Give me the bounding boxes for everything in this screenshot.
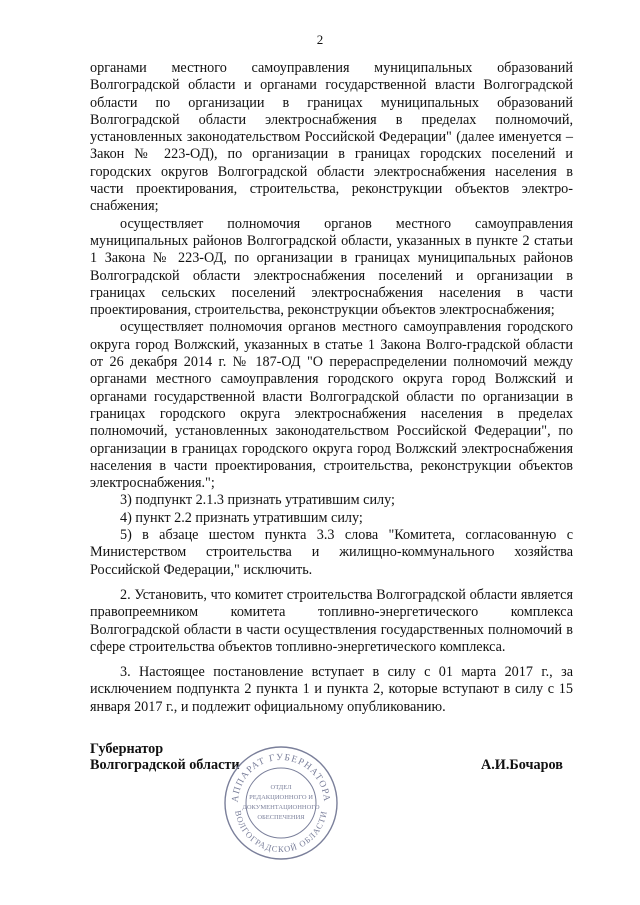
paragraph-7: 2. Установить, что комитет строительства Волгоградской области является правопреемником комитета топливно-энергетического комплекса Волгоградской области в части осуществления государственных полномочий в сфере строительства объектов топливно-энергетического комплекса.: [90, 586, 573, 655]
paragraph-6: 5) в абзаце шестом пункта 3.3 слова "Комитета, согласованную с Министерством строительства и жилищно-коммунального хозяйства Российской Федерации," исключить.: [90, 527, 573, 578]
stamp-center-line3: ДОКУМЕНТАЦИОННОГО: [242, 804, 320, 811]
signature-title: [90, 741, 240, 773]
page-number: 2: [316, 32, 324, 47]
paragraph-4: 3) подпункт 2.1.3 признать утратившим силу;: [120, 492, 395, 509]
paragraph-8: 3. Настоящее постановление вступает в силу с 01 марта 2017 г., за исключением подпункта 2 пункта 1 и пункта 2, которые вступают в силу с 15 января 2017 г., и подлежит официальному опубликованию.: [90, 664, 573, 715]
paragraph-2: осуществляет полномочия органов местного самоуправления муниципальных районов Волгоградской области, указанных в пункте 2 статьи 1 Закона № 223-ОД, по организации в границах муниципальных районов Волгоградской области электроснабжения поселений и организации в границах сельских поселений электроснабжения населения в части проектирования, строительства, реконструкции объектов электроснабжения;: [90, 215, 573, 319]
stamp-ring-bottom: ВОЛГОГРАДСКОЙ ОБЛАСТИ: [233, 809, 329, 855]
stamp-seal-icon: [222, 744, 340, 862]
paragraph-5: 4) пункт 2.2 признать утратившим силу;: [120, 509, 363, 526]
stamp-center-line4: ОБЕСПЕЧЕНИЯ: [257, 814, 305, 821]
stamp-center-line1: ОТДЕЛ: [270, 784, 292, 791]
signature-name: А.И.Бочаров: [481, 757, 563, 773]
stamp-center-line2: РЕДАКЦИОННОГО И: [249, 794, 313, 801]
stamp-ring-top: АППАРАТ ГУБЕРНАТОРА: [230, 752, 332, 803]
document-body: [90, 60, 573, 716]
official-stamp: [222, 744, 340, 862]
signature-title-line2: Волгоградской области: [90, 757, 240, 773]
paragraph-1: органами местного самоуправления муниципальных образований Волгоградской области и органами государственной власти Волгоградской области по организации в границах муниципальных образований Волгоградской области электроснабжения в пределах полномочий, установленных законодательством Российской Федерации" (далее именуется – Закон № 223-ОД), по организации в границах городских поселений и городских округов Волгоградской области электроснабжения населения в части проектирования, строительства, реконструкции объектов электро-снабжения;: [90, 60, 573, 215]
signature-title-line1: Губернатор: [90, 741, 164, 757]
paragraph-3: осуществляет полномочия органов местного самоуправления городского округа город Волжский, указанных в статье 1 Закона Волго-градской области от 26 декабря 2014 г. № 187-ОД "О перераспределении полномочий между органами местного самоуправления городского округа город Волжский и органами государственной власти Волгоградской области по организации в границах городского округа электроснабжения населения в пределах полномочий, установленных законодательством Российской Федерации", по организации в границах городского округа город Волжский электроснабжения населения в части проектирования, строительства, реконструкции объектов электроснабжения.";: [90, 319, 573, 492]
